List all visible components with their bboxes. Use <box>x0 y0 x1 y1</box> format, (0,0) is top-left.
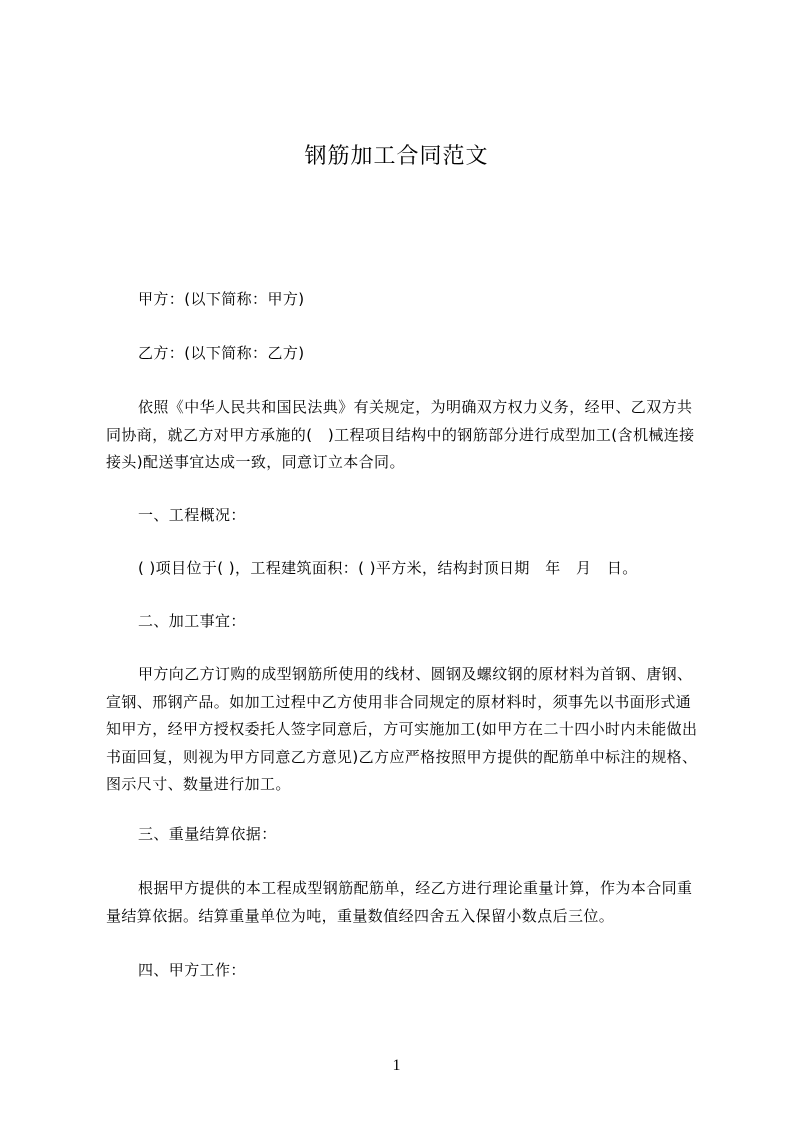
project-overview-paragraph: ( )项目位于( )，工程建筑面积：( )平方米，结构封顶日期 年 月 日。 <box>138 559 638 577</box>
party-a-line: 甲方：(以下简称：甲方) <box>138 290 305 308</box>
weight-settlement-paragraph: 根据甲方提供的本工程成型钢筋配筋单，经乙方进行理论重量计算，作为本合同重量结算依据。结算重量单位为吨，重量数值经四舍五入保留小数点后三位。 <box>106 879 693 925</box>
preamble-paragraph: 依照《中华人民共和国民法典》有关规定，为明确双方权力义务，经甲、乙双方共同协商，就乙方对甲方承施的( )工程项目结构中的钢筋部分进行成型加工(含机械连接接头)配送事宜达成一致，同意订立本合同。 <box>106 398 695 471</box>
document-title: 钢筋加工合同范文 <box>304 144 489 169</box>
section-heading-party-a-work: 四、甲方工作： <box>138 961 246 979</box>
section-heading-project-overview: 一、工程概况： <box>138 506 246 524</box>
section-heading-processing: 二、加工事宜： <box>138 612 246 630</box>
party-b-line: 乙方：(以下简称：乙方) <box>138 344 305 362</box>
section-heading-weight-settlement: 三、重量结算依据： <box>138 825 277 843</box>
processing-paragraph: 甲方向乙方订购的成型钢筋所使用的线材、圆钢及螺纹钢的原材料为首钢、唐钢、宣钢、邢钢产品。如加工过程中乙方使用非合同规定的原材料时，须事先以书面形式通知甲方，经甲方授权委托人签字同意后，方可实施加工(如甲方在二十四小时内未能做出书面回复，则视为甲方同意乙方意见)乙方应严格按照甲方提供的配筋单中标注的规格、图示尺寸、数量进行加工。 <box>106 665 698 793</box>
page-number: 1 <box>392 1057 401 1074</box>
